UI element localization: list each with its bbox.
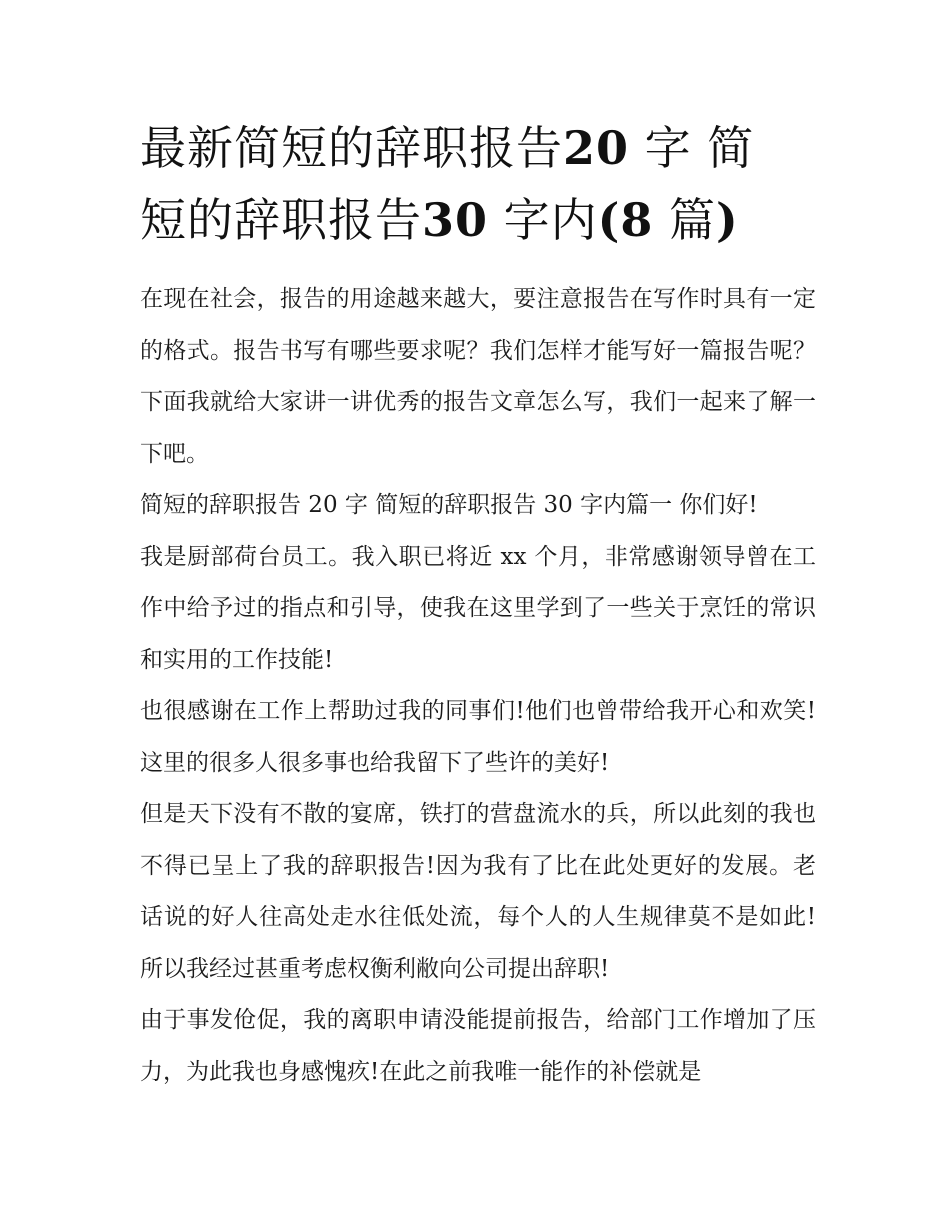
- paragraph: 由于事发伧促，我的离职申请没能提前报告，给部门工作增加了压力，为此我也身感愧疚!在此之前我唯一能作的补偿就是: [140, 1007, 816, 1085]
- paragraph-section-heading: 简短的辞职报告 20 字 简短的辞职报告 30 字内篇一 你们好!: [140, 492, 758, 518]
- paragraph-intro: 在现在社会，报告的用途越来越大，要注意报告在写作时具有一定的格式。报告书写有哪些要求呢？我们怎样才能写好一篇报告呢？下面我就给大家讲一讲优秀的报告文章怎么写，我们一起来了解一下吧。: [140, 286, 816, 467]
- title-text: 短的辞职报告: [140, 193, 422, 247]
- paragraph: 但是天下没有不散的宴席，铁打的营盘流水的兵，所以此刻的我也不得已呈上了我的辞职报告!因为我有了比在此处更好的发展。老话说的好人往高处走水往低处流，每个人的人生规律莫不是如此!所以我经过甚重考虑权衡利敝向公司提出辞职!: [140, 801, 816, 982]
- title-number: 30: [422, 193, 489, 247]
- document-body: [140, 274, 816, 1098]
- title-text: 篇: [653, 193, 717, 247]
- title-text: 最新简短的辞职报告: [140, 121, 563, 175]
- paragraph: 也很感谢在工作上帮助过我的同事们!他们也曾带给我开心和欢笑!这里的很多人很多事也给我留下了些许的美好!: [140, 698, 816, 776]
- document-title: [140, 112, 840, 256]
- paragraph: 我是厨部荷台员工。我入职已将近 xx 个月，非常感谢领导曾在工作中给予过的指点和引导，使我在这里学到了一些关于烹饪的常识和实用的工作技能!: [140, 543, 816, 673]
- title-number: ): [716, 193, 739, 247]
- title-number: 20: [563, 121, 630, 175]
- title-text: 字 简: [629, 121, 755, 175]
- title-number: (8: [597, 193, 654, 247]
- title-text: 字内: [488, 193, 598, 247]
